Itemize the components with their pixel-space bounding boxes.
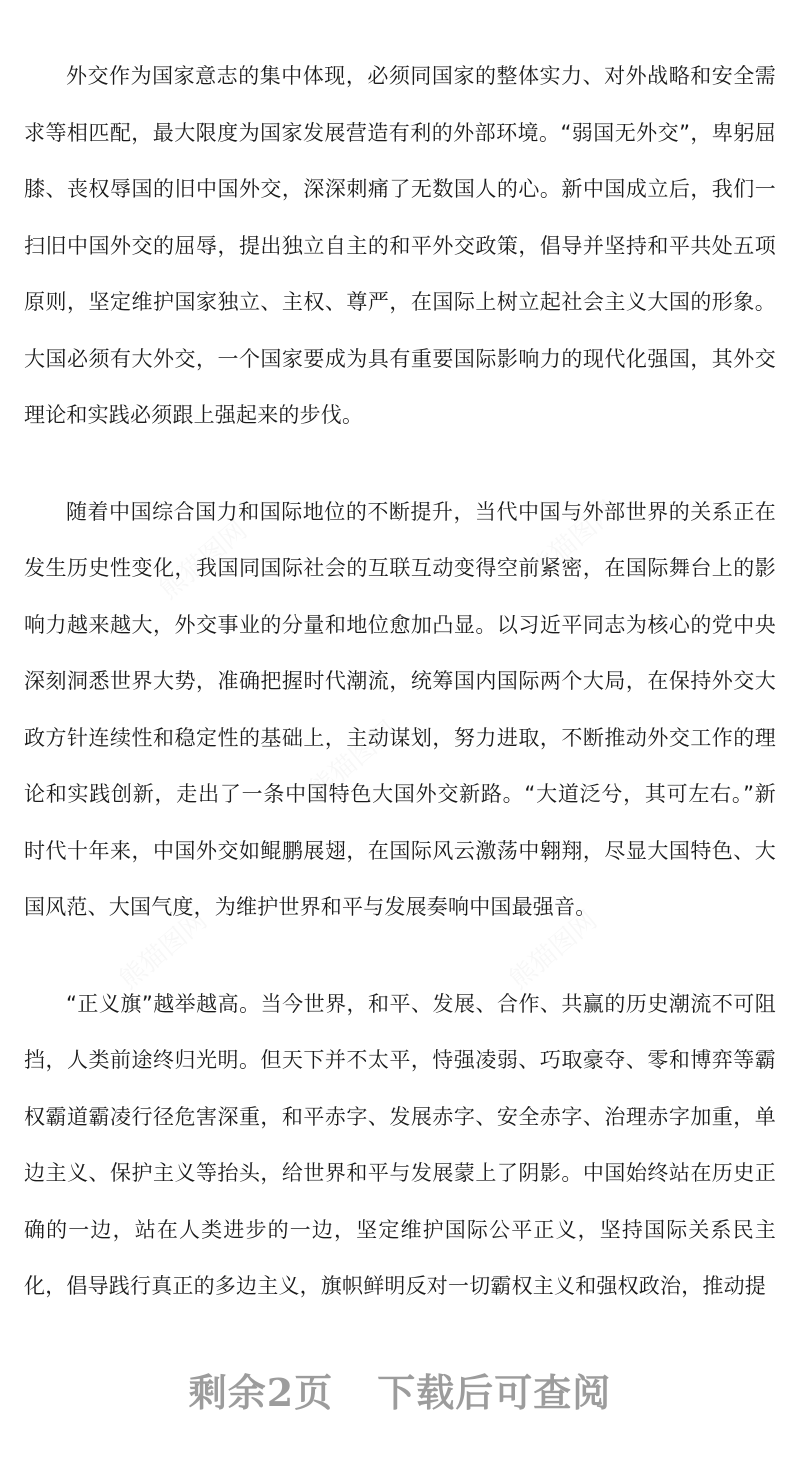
- watermark: 熊猫图网: [504, 905, 604, 996]
- download-to-view-label: 下载后可查阅: [377, 1370, 612, 1415]
- watermark: 熊猫图网: [304, 715, 404, 806]
- remaining-pages-label: 剩余2页: [188, 1370, 334, 1415]
- paragraph-2: 随着中国综合国力和国际地位的不断提升，当代中国与外部世界的关系正在发生历史性变化，我国同国际社会的互联互动变得空前紧密，在国际舞台上的影响力越来越大，外交事业的分量和地位愈加凸显。以习近平同志为核心的党中央深刻洞悉世界大势，准确把握时代潮流，统筹国内国际两个大局，在保持外交大政方针连续性和稳定性的基础上，主动谋划，努力进取，不断推动外交工作的理论和实践创新，走出了一条中国特色大国外交新路。“大道泛兮，其可左右。”新时代十年来，中国外交如鲲鹏展翅，在国际风云激荡中翱翔，尽显大国特色、大国风范、大国气度，为维护世界和平与发展奏响中国最强音。: [24, 499, 776, 919]
- paragraph-1: 外交作为国家意志的集中体现，必须同国家的整体实力、对外战略和安全需求等相匹配，最大限度为国家发展营造有利的外部环境。“弱国无外交”，卑躬屈膝、丧权辱国的旧中国外交，深深刺痛了无数国人的心。新中国成立后，我们一扫旧中国外交的屈辱，提出独立自主的和平外交政策，倡导并坚持和平共处五项原则，坚定维护国家独立、主权、尊严，在国际上树立起社会主义大国的形象。大国必须有大外交，一个国家要成为具有重要国际影响力的现代化强国，其外交理论和实践必须跟上强起来的步伐。: [24, 64, 776, 427]
- paragraph-3: “正义旗”越举越高。当今世界，和平、发展、合作、共赢的历史潮流不可阻挡，人类前途终归光明。但天下并不太平，恃强凌弱、巧取豪夺、零和博弈等霸权霸道霸凌行径危害深重，和平赤字、发展赤字、安全赤字、治理赤字加重，单边主义、保护主义等抬头，给世界和平与发展蒙上了阴影。中国始终站在历史正确的一边，站在人类进步的一边，坚定维护国际公平正义，坚持国际关系民主化，倡导践行真正的多边主义，旗帜鲜明反对一切霸权主义和强权政治，推动提: [24, 991, 776, 1298]
- download-prompt[interactable]: [0, 1362, 800, 1417]
- document-body: [24, 48, 776, 1315]
- watermark: 熊猫图网: [154, 515, 254, 606]
- watermark: 熊猫图网: [524, 495, 624, 586]
- watermark: 熊猫图网: [114, 905, 214, 996]
